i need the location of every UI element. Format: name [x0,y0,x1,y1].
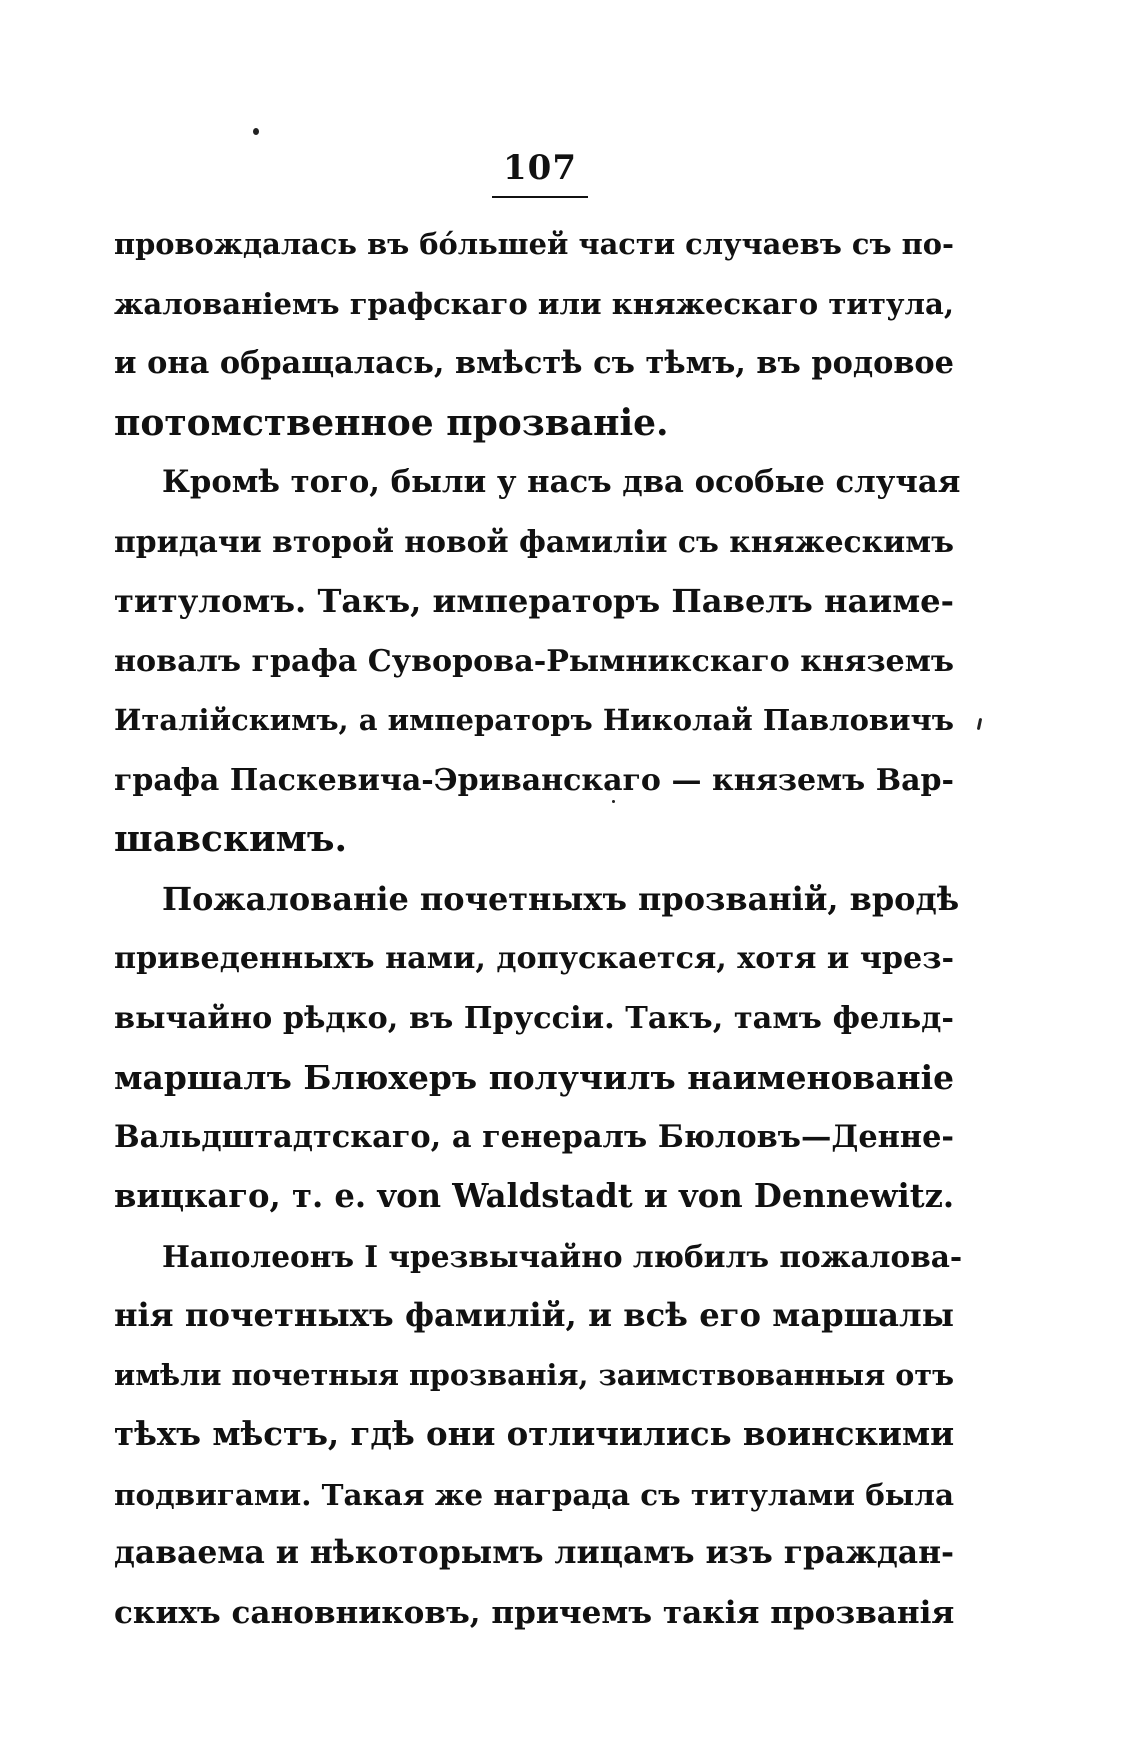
paragraph-3 [114,870,960,1227]
text-line: провождалась въ бо́льшей части случаевъ съ по- [114,227,954,261]
text-line: вицкаго, т. е. von Waldstadt и von Dennewitz. [114,1177,955,1215]
page-number: 107 [503,148,577,188]
paragraph-4 [114,1227,963,1644]
text-line: придачи второй новой фамиліи съ княжескимъ [114,524,954,560]
text-line: тѣхъ мѣстъ, гдѣ они отличились воинскими [114,1415,955,1453]
body-text [114,215,963,1643]
text-line: нія почетныхъ фамилій, и всѣ его маршалы [114,1296,954,1334]
text-line: жалованіемъ графскаго или княжескаго титула, [114,286,954,321]
text-line: приведенныхъ нами, допускается, хотя и чрез- [114,941,954,976]
text-line: шавскимъ. [114,818,348,860]
text-line: вычайно рѣдко, въ Пруссіи. Такъ, тамъ фельд- [114,1000,954,1036]
paragraph-1 [114,215,954,453]
text-line: новалъ графа Суворова-Рымникскаго княземъ [114,643,955,679]
text-line: подвигами. Такая же награда съ титулами была [114,1476,954,1512]
text-line: скихъ сановниковъ, причемъ такія прозванія [114,1594,955,1631]
text-line: Наполеонъ I чрезвычайно любилъ пожалова- [162,1238,963,1274]
text-line: Италійскимъ, а императоръ Николай Павловичъ [114,703,954,737]
text-line: Кромѣ того, были у насъ два особые случая [162,464,961,500]
ink-speck [977,718,982,730]
text-line: маршалъ Блюхеръ получилъ наименованіе [114,1058,954,1097]
page-number-rule [492,196,588,198]
paragraph-2 [114,453,961,870]
text-line: даваема и нѣкоторымъ лицамъ изъ граждан- [114,1535,955,1571]
text-line: имѣли почетныя прозванія, заимствованныя отъ [114,1357,954,1392]
text-line: титуломъ. Такъ, императоръ Павелъ наиме- [114,582,954,620]
text-line: и она обращалась, вмѣстѣ съ тѣмъ, въ родовое [114,345,954,381]
text-line: потомственное прозваніе. [114,401,669,444]
text-line: Вальдштадтскаго, а генералъ Бюловъ—Денне- [114,1118,954,1155]
ink-speck [253,128,259,135]
text-line: Пожалованіе почетныхъ прозваній, вродѣ [162,879,960,918]
text-line: графа Паскевича-Эриванскаго — княземъ Вар- [114,762,954,798]
